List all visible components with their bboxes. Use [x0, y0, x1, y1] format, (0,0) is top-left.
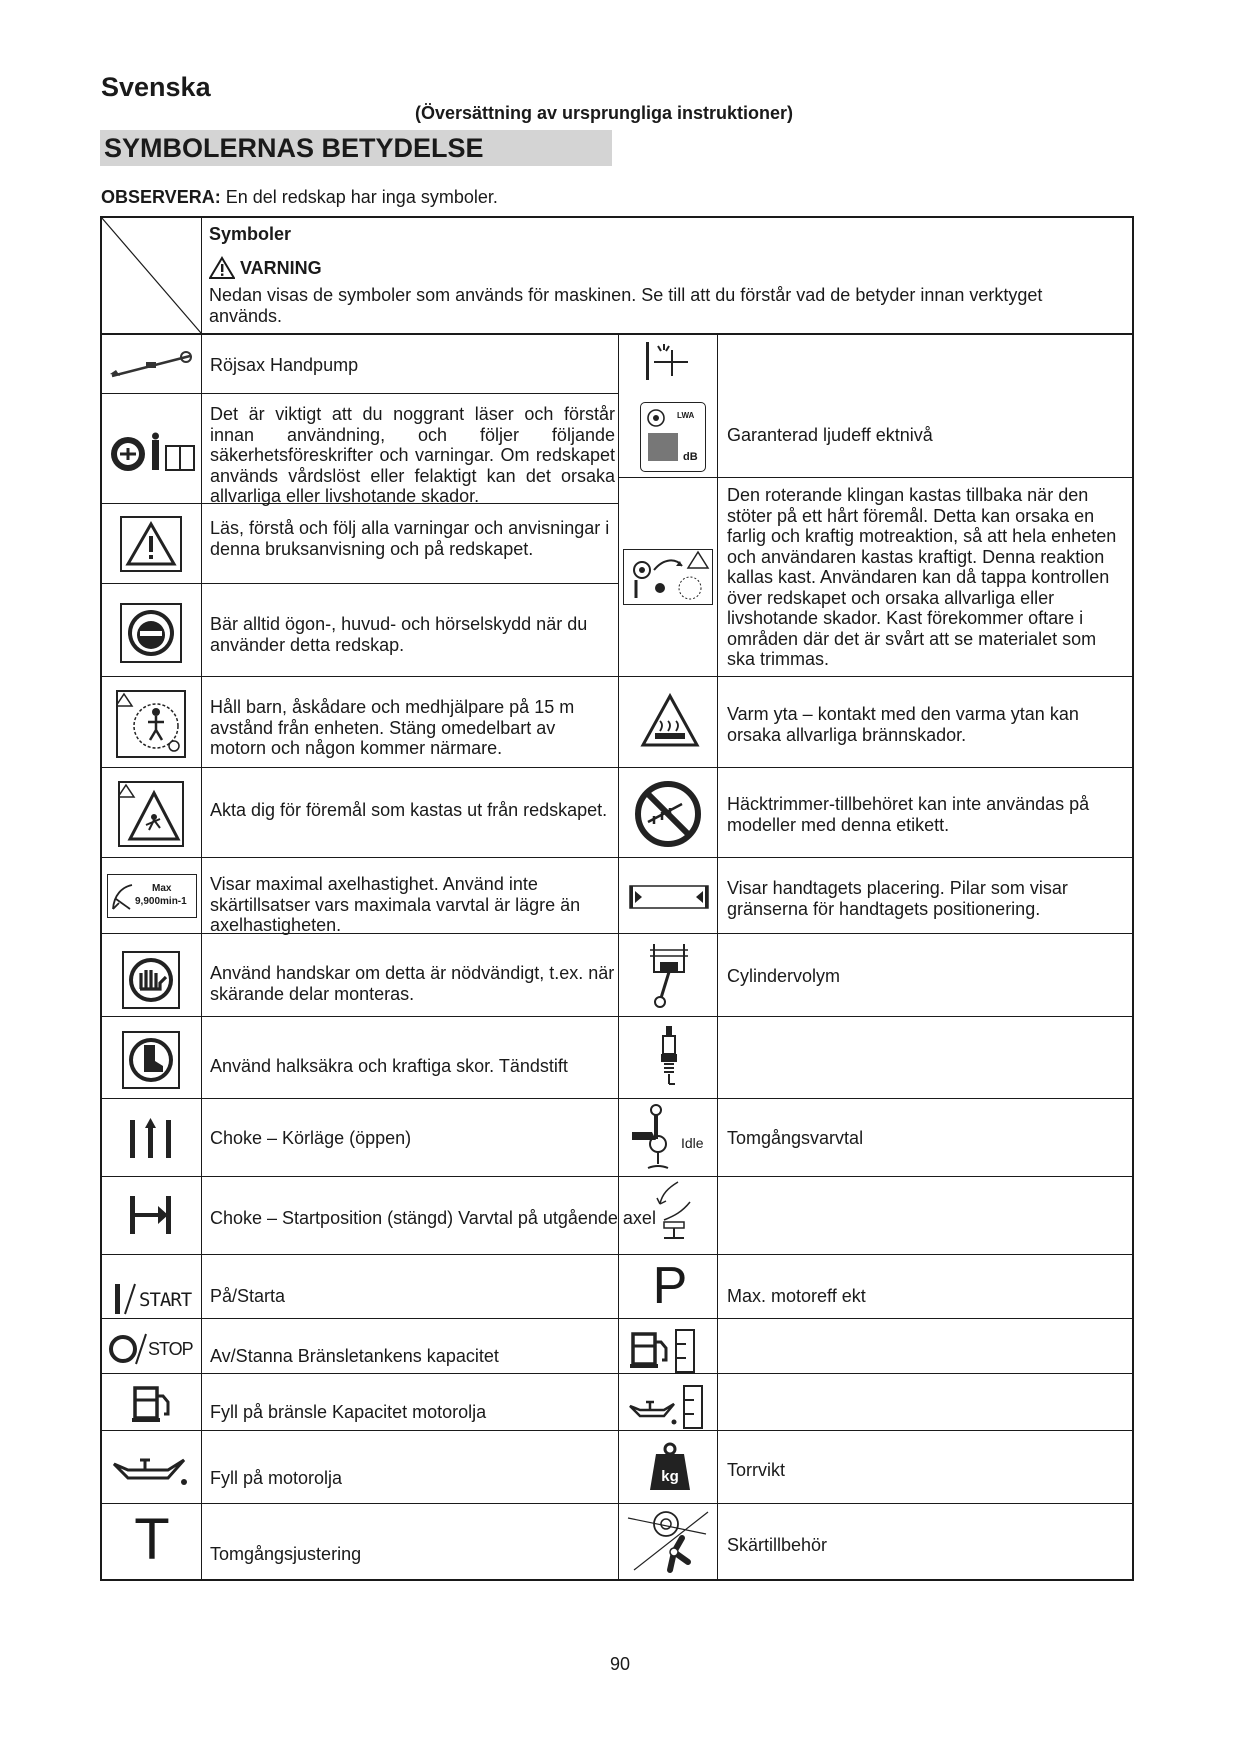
stop-icon	[108, 1330, 200, 1366]
cylinder-volume-icon	[646, 940, 692, 1010]
idle-speed-icon	[626, 1102, 716, 1172]
no-hedge-trimmer-icon	[634, 780, 702, 848]
row-text-left: Akta dig för föremål som kastas ut från redskapet.	[210, 800, 608, 820]
start-icon	[113, 1280, 199, 1316]
row-text-left: Röjsax Handpump	[210, 355, 359, 375]
handle-position-icon	[627, 883, 711, 911]
page-number: 90	[609, 1654, 631, 1674]
choke-closed-icon	[128, 1192, 174, 1238]
row-text-left: Choke – Startposition (stängd) Varvtal på utgående axel	[210, 1208, 656, 1228]
sound-level-icon	[640, 402, 706, 472]
weight-icon	[648, 1442, 692, 1492]
max-power-icon: P	[652, 1257, 688, 1315]
keep-distance-icon	[116, 690, 186, 758]
row-text-right: Garanterad ljudeff ektnivå	[727, 425, 933, 445]
spark-plug-icon	[656, 1024, 682, 1090]
read-manual-icon	[108, 432, 198, 476]
row-text-left: Fyll på motorolja	[210, 1468, 343, 1488]
row-text-left: Håll barn, åskådare och medhjälpare på 15 m avstånd från enheten. Stäng omedelbart av motorn och någon kommer närmare.	[210, 697, 575, 758]
row-text-left: Fyll på bränsle Kapacitet motorolja	[210, 1402, 487, 1422]
row-text-left: Av/Stanna Bränsletankens kapacitet	[210, 1346, 499, 1366]
oil-can-icon	[112, 1454, 188, 1488]
hot-surface-icon	[640, 693, 700, 749]
row-text-left: Visar maximal axelhastighet. Använd inte skärtillsatser vars maximala varvtal är lägre än axelhastigheten.	[210, 874, 581, 935]
language-heading: Svenska	[101, 72, 211, 102]
warning-triangle-icon	[120, 516, 182, 572]
db-label: dB	[683, 451, 698, 463]
max-value: 9,900min-1	[135, 896, 187, 907]
diagonal-line	[101, 217, 201, 333]
note	[101, 187, 498, 208]
lwa-label: LWA	[677, 411, 695, 420]
row-text-right: Visar handtagets placering. Pilar som visar gränserna för handtagets positionering.	[727, 878, 1068, 919]
kickback-icon	[623, 549, 713, 605]
row-text-left: På/Starta	[210, 1286, 286, 1306]
primer-pump-icon	[644, 338, 692, 386]
idle-adjust-icon: T	[134, 1507, 170, 1572]
row-text-left: Använd halksäkra och kraftiga skor. Tändstift	[210, 1056, 568, 1076]
choke-open-icon	[128, 1116, 174, 1162]
idle-label: Idle	[681, 1135, 704, 1151]
header-title: Symboler	[209, 224, 292, 244]
oil-capacity-icon	[628, 1384, 708, 1430]
section-title: SYMBOLERNAS BETYDELSE	[100, 130, 612, 166]
row-text-right: Cylindervolym	[727, 966, 841, 986]
note-label: OBSERVERA:	[101, 187, 221, 207]
row-text-left: Bär alltid ögon-, huvud- och hörselskydd när du använder detta redskap.	[210, 614, 588, 655]
note-text: En del redskap har inga symboler.	[220, 187, 498, 207]
fuel-icon	[132, 1384, 172, 1424]
header-text: Nedan visas de symboler som används för maskinen. Se till att du förstår vad de betyder innan verktyget används.	[209, 285, 1043, 326]
max-speed-icon	[107, 874, 197, 918]
row-text-right: Skärtillbehör	[727, 1535, 828, 1555]
warning-icon	[209, 256, 235, 279]
row-text-right: Den roterande klingan kastas tillbaka när den stöter på ett hårt föremål. Detta kan orsaka en farlig och kraftig motreaktion, så att hela enheten och användaren kastas kraftigt. Denna reaktion kallas kast. Användaren kan då tappa kontrollen över redskapet och orsaka allvarliga eller livshotande skador. Kast förekommer oftare i områden där det är svårt att se materialet som ska trimmas.	[727, 485, 1117, 669]
row-text-right: Tomgångsvarvtal	[727, 1128, 864, 1148]
boots-icon	[122, 1031, 180, 1089]
output-shaft-icon	[650, 1180, 696, 1250]
protective-gear-icon	[120, 603, 182, 663]
row-text-left: Läs, förstå och följ alla varningar och anvisningar i denna bruksanvisning och på redskapet.	[210, 518, 610, 559]
row-text-right: Varm yta – kontakt med den varma ytan kan orsaka allvarliga brännskador.	[727, 704, 1079, 745]
stop-label: STOP	[148, 1339, 193, 1359]
row-text-left: Använd handskar om detta är nödvändigt, t.ex. när skärande delar monteras.	[210, 963, 615, 1004]
row-text-right: Häcktrimmer-tillbehöret kan inte användas på modeller med denna etikett.	[727, 794, 1090, 835]
row-text-right: Max. motoreff ekt	[727, 1286, 866, 1306]
kg-label: kg	[661, 1468, 679, 1485]
fuel-capacity-icon	[630, 1328, 706, 1374]
row-text-right: Torrvikt	[727, 1460, 785, 1480]
brush-cutter-icon	[106, 348, 196, 384]
row-text-left: Tomgångsjustering	[210, 1544, 362, 1564]
row-text-left: Det är viktigt att du noggrant läser och förstår innan användning, och följer följande säkerhetsföreskrifter och varningar. Om redskapet används vårdslöst eller felaktigt kan det orsaka allvarliga eller livshotande skador.	[210, 404, 615, 506]
gloves-icon	[122, 951, 180, 1009]
start-label: START	[139, 1289, 192, 1311]
row-text-left: Choke – Körläge (öppen)	[210, 1128, 412, 1148]
cutting-attachment-icon	[626, 1508, 712, 1578]
translation-note: (Översättning av ursprungliga instruktioner)	[415, 103, 794, 123]
max-label: Max	[152, 883, 172, 894]
header-warning: VARNING	[240, 258, 322, 278]
thrown-objects-icon	[118, 781, 184, 847]
